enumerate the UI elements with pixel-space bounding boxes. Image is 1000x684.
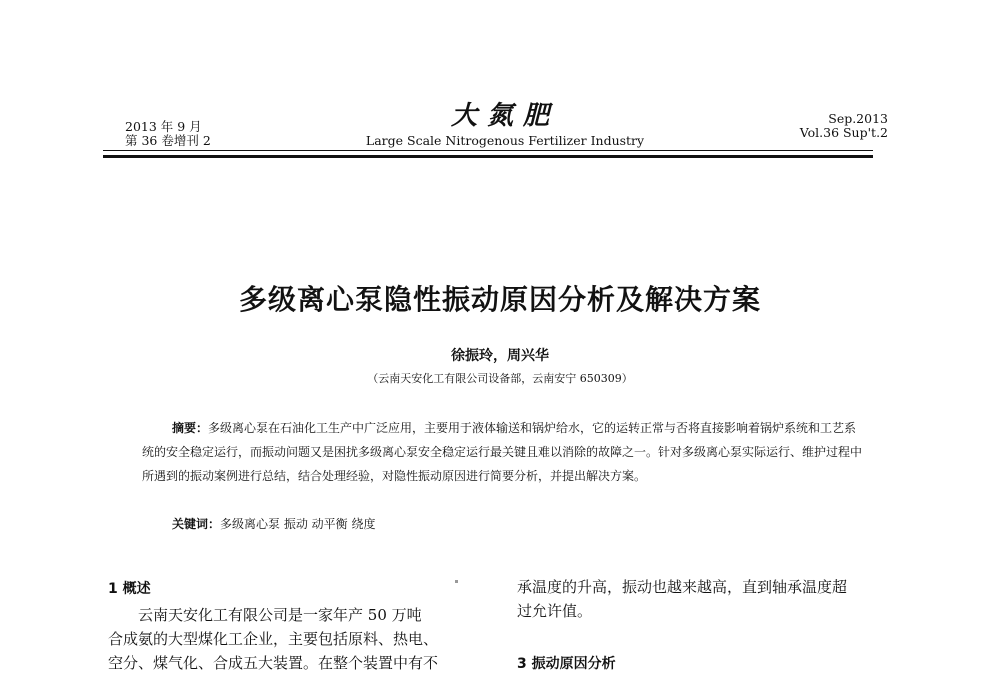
scan-speck bbox=[455, 580, 458, 583]
section-1-heading: 1 概述 bbox=[108, 581, 151, 597]
abstract-label: 摘要： bbox=[172, 421, 209, 435]
issue-volume-cn: 第 36 卷增刊 2 bbox=[125, 133, 211, 148]
left-column-text bbox=[108, 603, 490, 675]
issue-volume-en: Vol.36 Sup't.2 bbox=[799, 125, 888, 140]
paragraph-line: 合成氨的大型煤化工企业，主要包括原料、热电、 bbox=[108, 630, 439, 648]
issue-date-en: Sep.2013 bbox=[828, 111, 888, 126]
right-column-text bbox=[517, 575, 897, 623]
paragraph-line: 云南天安化工有限公司是一家年产 50 万吨 bbox=[138, 606, 422, 624]
keywords-text: 多级离心泵 振动 动平衡 绕度 bbox=[220, 517, 376, 531]
article-affiliation: （云南天安化工有限公司设备部，云南安宁 650309） bbox=[367, 372, 633, 385]
keywords-label: 关键词： bbox=[172, 517, 221, 531]
issue-date-cn: 2013 年 9 月 bbox=[125, 119, 202, 134]
header-rule-thick bbox=[103, 155, 873, 158]
header-right bbox=[800, 112, 888, 140]
section-3-heading: 3 振动原因分析 bbox=[517, 656, 616, 672]
header-left bbox=[125, 120, 211, 148]
paragraph-line: 空分、煤气化、合成五大装置。在整个装置中有不 bbox=[108, 654, 439, 672]
abstract bbox=[142, 416, 862, 488]
paragraph-line: 承温度的升高，振动也越来越高，直到轴承温度超 bbox=[517, 578, 848, 596]
keywords bbox=[172, 515, 375, 532]
article-title: 多级离心泵隐性振动原因分析及解决方案 bbox=[238, 283, 761, 316]
header-rule-thin bbox=[103, 150, 873, 151]
journal-logo-cn: 大氮肥 bbox=[450, 101, 559, 131]
abstract-text: 多级离心泵在石油化工生产中广泛应用，主要用于液体输送和锅炉给水，它的运转正常与否将直接影响着锅炉系统和工艺系统的安全稳定运行，而振动问题又是困扰多级离心泵安全稳定运行最关键且难以消除的故障之一。针对多级离心泵实际运行、维护过程中所遇到的振动案例进行总结，结合处理经验，对隐性振动原因进行简要分析，并提出解决方案。 bbox=[142, 421, 863, 483]
paragraph-line: 过允许值。 bbox=[517, 602, 593, 620]
journal-masthead bbox=[360, 101, 650, 149]
article-authors: 徐振玲，周兴华 bbox=[451, 348, 549, 364]
journal-name-en: Large Scale Nitrogenous Fertilizer Industry bbox=[365, 133, 645, 148]
